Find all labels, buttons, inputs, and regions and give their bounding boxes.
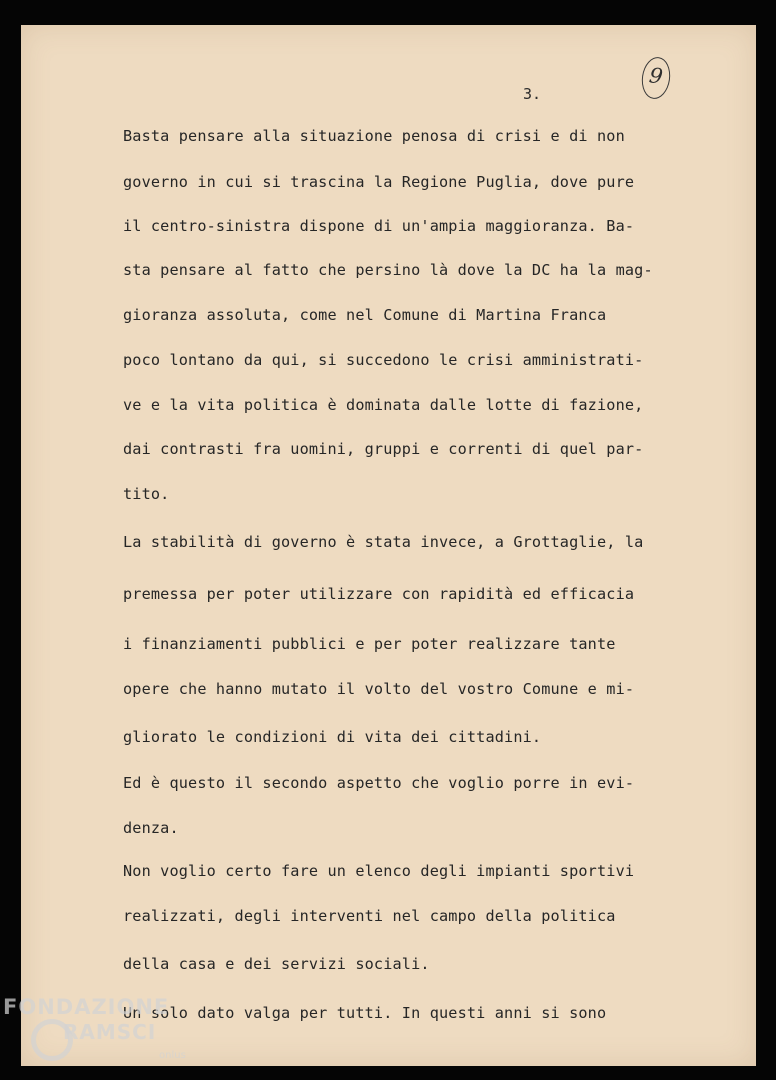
watermark-line3: onlus	[159, 1050, 186, 1061]
text-line: La stabilità di governo è stata invece, a Grottaglie, la	[123, 533, 644, 551]
text-line: i finanziamenti pubblici e per poter realizzare tante	[123, 635, 616, 653]
text-line: Un solo dato valga per tutti. In questi anni si sono	[123, 1004, 607, 1022]
handwritten-page-number-text: 9	[647, 63, 665, 89]
text-line: poco lontano da qui, si succedono le crisi amministrati-	[123, 351, 644, 369]
watermark-line2: RAMSCI	[63, 1020, 157, 1044]
text-line: Non voglio certo fare un elenco degli impianti sportivi	[123, 862, 635, 880]
text-line: denza.	[123, 819, 179, 837]
text-line: gioranza assoluta, come nel Comune di Martina Franca	[123, 306, 607, 324]
text-line: ve e la vita politica è dominata dalle lotte di fazione,	[123, 396, 644, 414]
text-line: Ed è questo il secondo aspetto che voglio porre in evi-	[123, 774, 635, 792]
text-line: premessa per poter utilizzare con rapidità ed efficacia	[123, 585, 635, 603]
text-line: opere che hanno mutato il volto del vostro Comune e mi-	[123, 680, 635, 698]
text-line: della casa e dei servizi sociali.	[123, 955, 430, 973]
fondazione-gramsci-watermark	[3, 995, 203, 1075]
text-line: realizzati, degli interventi nel campo della politica	[123, 907, 616, 925]
watermark-line1: FONDAZIONE	[3, 995, 170, 1019]
text-line: sta pensare al fatto che persino là dove la DC ha la mag-	[123, 261, 653, 279]
text-line: governo in cui si trascina la Regione Puglia, dove pure	[123, 173, 635, 191]
handwritten-page-number	[639, 55, 673, 100]
text-line: tito.	[123, 485, 170, 503]
text-line: gliorato le condizioni di vita dei cittadini.	[123, 728, 542, 746]
text-line: Basta pensare alla situazione penosa di crisi e di non	[123, 127, 625, 145]
text-line: il centro-sinistra dispone di un'ampia maggioranza. Ba-	[123, 217, 635, 235]
typewritten-page	[21, 25, 756, 1066]
page-number: 3.	[523, 85, 542, 103]
text-line: dai contrasti fra uomini, gruppi e correnti di quel par-	[123, 440, 644, 458]
